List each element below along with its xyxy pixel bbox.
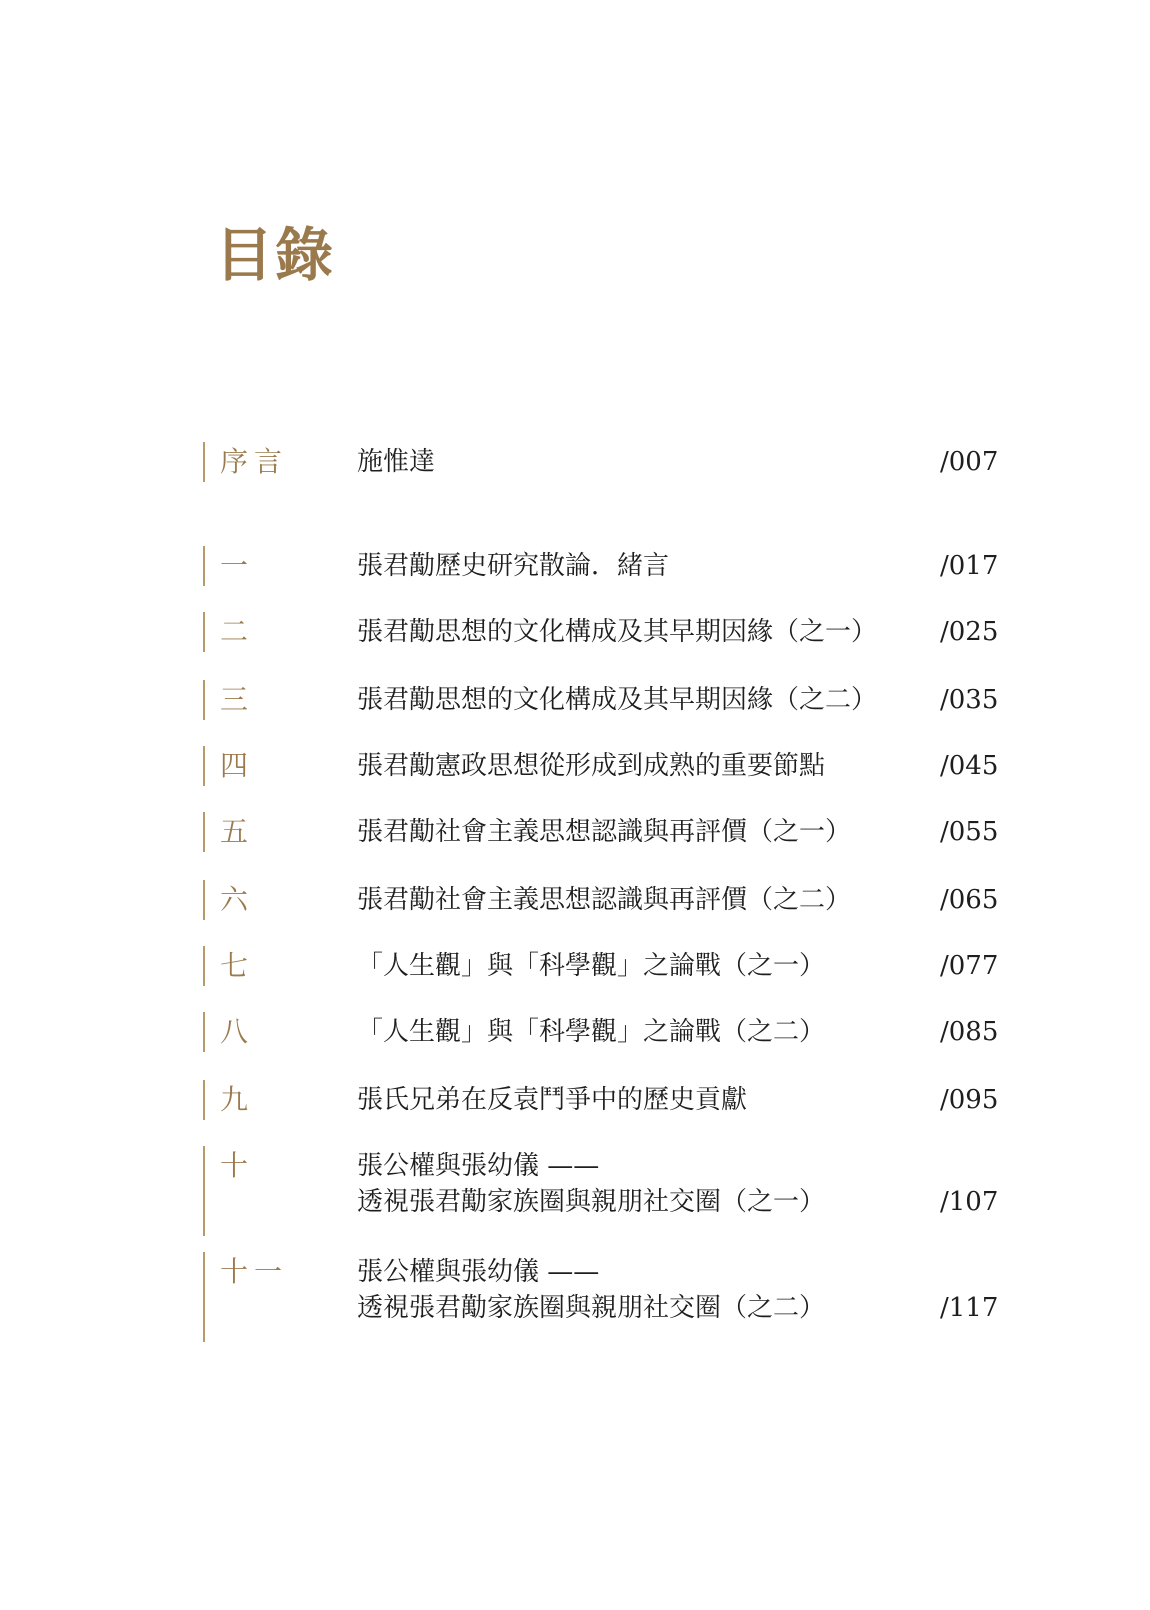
toc-entry[interactable] (0, 812, 1150, 852)
chapter-title: 施惟達 (357, 447, 436, 477)
chapter-title: 「人生觀」與「科學觀」之論戰（之一） (357, 951, 826, 981)
toc-entry[interactable] (0, 546, 1150, 586)
chapter-number: 七 (220, 949, 255, 982)
entry-divider-bar (203, 946, 205, 986)
entry-divider-bar (203, 1012, 205, 1052)
chapter-number: 五 (220, 815, 255, 848)
page-title: 目錄 (215, 221, 336, 289)
toc-entry[interactable] (0, 680, 1150, 720)
entry-divider-bar (203, 442, 205, 482)
page-number: /017 (940, 551, 999, 581)
entry-divider-bar (203, 612, 205, 652)
chapter-number: 六 (220, 883, 255, 916)
chapter-number: 十 (220, 1149, 255, 1182)
chapter-title: 「人生觀」與「科學觀」之論戰（之二） (357, 1017, 826, 1047)
chapter-number: 十一 (220, 1255, 289, 1288)
chapter-number: 四 (220, 749, 255, 782)
toc-entry[interactable] (0, 1012, 1150, 1052)
toc-entry[interactable] (0, 442, 1150, 482)
entry-divider-bar (203, 546, 205, 586)
page-number: /065 (940, 885, 999, 915)
chapter-number: 八 (220, 1015, 255, 1048)
chapter-title: 張君勱社會主義思想認識與再評價（之二） (357, 885, 852, 915)
page-number: /025 (940, 617, 999, 647)
toc-entry[interactable] (0, 880, 1150, 920)
toc-entry[interactable] (0, 946, 1150, 986)
page-number: /117 (940, 1293, 999, 1323)
chapter-number: 二 (220, 615, 255, 648)
chapter-number: 一 (220, 549, 255, 582)
toc-entry[interactable] (0, 1252, 1150, 1342)
chapter-number: 序言 (220, 445, 289, 478)
entry-divider-bar (203, 880, 205, 920)
chapter-title: 透視張君勱家族圈與親朋社交圈（之一） (357, 1187, 826, 1217)
page-number: /055 (940, 817, 999, 847)
page-number: /007 (940, 447, 999, 477)
entry-divider-bar (203, 1252, 205, 1342)
chapter-title: 張君勱社會主義思想認識與再評價（之一） (357, 817, 852, 847)
entry-divider-bar (203, 746, 205, 786)
chapter-title: 張君勱思想的文化構成及其早期因緣（之一） (357, 617, 878, 647)
chapter-title: 張君勱思想的文化構成及其早期因緣（之二） (357, 685, 878, 715)
entry-divider-bar (203, 1080, 205, 1120)
toc-entry[interactable] (0, 612, 1150, 652)
chapter-title: 張君勱憲政思想從形成到成熟的重要節點 (357, 751, 826, 781)
entry-divider-bar (203, 1146, 205, 1236)
entry-divider-bar (203, 812, 205, 852)
chapter-title: 張公權與張幼儀 —— (357, 1151, 600, 1181)
page-number: /095 (940, 1085, 999, 1115)
toc-entry[interactable] (0, 746, 1150, 786)
chapter-title: 透視張君勱家族圈與親朋社交圈（之二） (357, 1293, 826, 1323)
toc-entry[interactable] (0, 1080, 1150, 1120)
page-number: /085 (940, 1017, 999, 1047)
chapter-title: 張公權與張幼儀 —— (357, 1257, 600, 1287)
chapter-title: 張氏兄弟在反袁鬥爭中的歷史貢獻 (357, 1085, 748, 1115)
page-number: /045 (940, 751, 999, 781)
toc-entry[interactable] (0, 1146, 1150, 1236)
page-number: /035 (940, 685, 999, 715)
page-number: /077 (940, 951, 999, 981)
chapter-number: 九 (220, 1083, 255, 1116)
chapter-number: 三 (220, 683, 255, 716)
entry-divider-bar (203, 680, 205, 720)
chapter-title: 張君勱歷史研究散論．緒言 (357, 551, 670, 581)
page-number: /107 (940, 1187, 999, 1217)
